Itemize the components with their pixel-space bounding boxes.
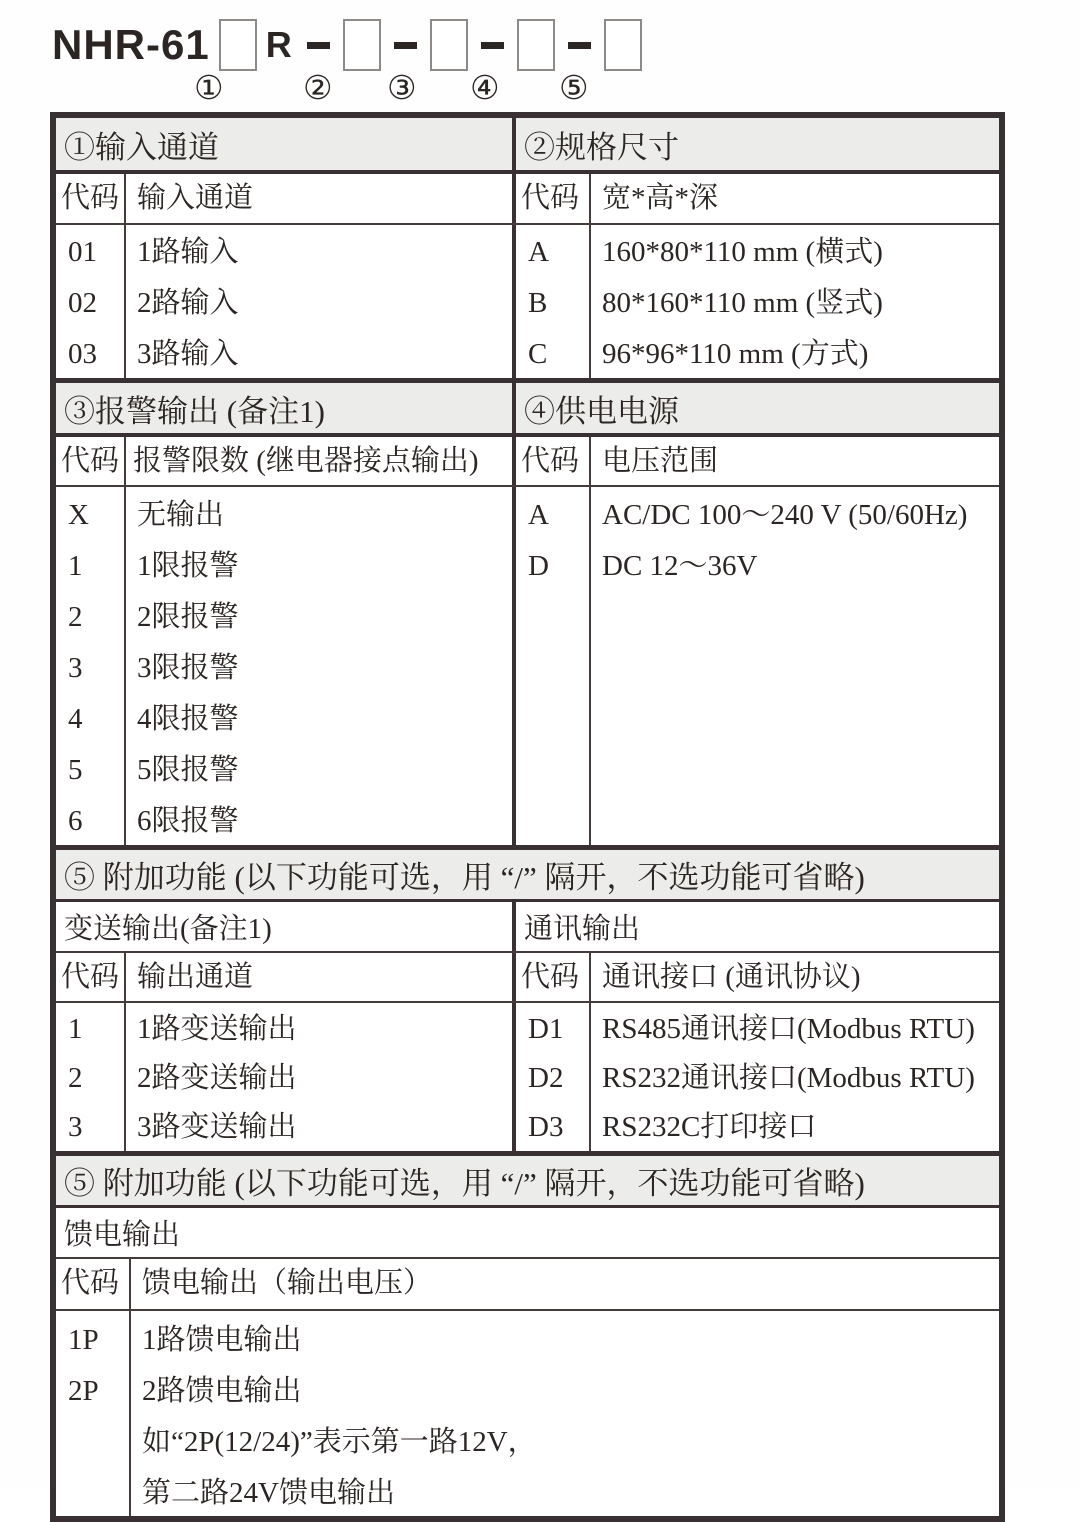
desc-value: 3路变送输出 <box>137 1111 297 1143</box>
code-value: 2 <box>68 1062 83 1094</box>
subsection-title-row <box>56 1205 999 1257</box>
section2-header: ②规格尺寸 <box>512 118 999 170</box>
desc-column-label: 报警限数 (继电器接点输出) <box>133 445 479 477</box>
code-value: 02 <box>68 287 97 319</box>
desc-value: 1限报警 <box>137 550 239 582</box>
code-value: X <box>68 499 89 531</box>
desc-value: 2路输入 <box>137 287 239 319</box>
section-header-row <box>56 118 999 170</box>
code-value: 01 <box>68 236 97 268</box>
code-column-label: 代码 <box>521 445 580 477</box>
desc-value: 2路馈电输出 <box>142 1375 302 1407</box>
transmit-output-title: 变送输出(备注1) <box>64 913 272 945</box>
column-header-row <box>56 1257 999 1309</box>
desc-value: 96*96*110 mm (方式) <box>602 338 869 370</box>
code-value: 4 <box>68 703 83 735</box>
desc-column-label: 输入通道 <box>137 182 254 214</box>
code-value: A <box>528 236 549 268</box>
dash-separator <box>481 42 504 49</box>
section1-header: ①输入通道 <box>64 129 219 165</box>
desc-value: RS232C打印接口 <box>602 1111 817 1143</box>
code-value: 1 <box>68 1013 83 1045</box>
code-value: 5 <box>68 754 83 786</box>
desc-value: 1路输入 <box>137 236 239 268</box>
code-value: 2 <box>68 601 83 633</box>
note-line: 第二路24V馈电输出 <box>142 1477 395 1509</box>
desc-column-label: 输出通道 <box>137 961 254 993</box>
code-value: B <box>528 287 548 319</box>
code-value: C <box>528 338 548 370</box>
code-value: 2P <box>68 1375 99 1407</box>
code-column-label: 代码 <box>61 445 120 477</box>
model-box-3 <box>430 19 468 71</box>
desc-value: AC/DC 100～240 V (50/60Hz) <box>602 499 968 531</box>
desc-value: DC 12～36V <box>602 550 758 582</box>
desc-column-label: 宽*高*深 <box>602 182 719 214</box>
model-box-4 <box>517 19 555 71</box>
code-value: A <box>528 499 549 531</box>
code-value: D2 <box>528 1062 564 1094</box>
code-column-label: 代码 <box>521 961 580 993</box>
code-column-label: 代码 <box>521 182 580 214</box>
model-r-label: R <box>265 24 292 65</box>
marker-2-icon: ② <box>303 71 333 107</box>
code-value: 3 <box>68 1111 83 1143</box>
code-value: 3 <box>68 652 83 684</box>
code-value: D3 <box>528 1111 564 1143</box>
desc-value: 4限报警 <box>137 703 239 735</box>
desc-value: 6限报警 <box>137 805 239 837</box>
model-box-1 <box>219 19 257 71</box>
code-column-label: 代码 <box>61 961 120 993</box>
feed-output-title: 馈电输出 <box>64 1219 181 1251</box>
table-body-row <box>56 223 999 378</box>
model-box-5 <box>604 19 642 71</box>
code-value: 03 <box>68 338 97 370</box>
comm-output-title: 通讯输出 <box>512 902 999 951</box>
desc-value: 5限报警 <box>137 754 239 786</box>
model-code-diagram <box>52 16 642 74</box>
marker-3-icon: ③ <box>387 71 417 107</box>
desc-value: 80*160*110 mm (竖式) <box>602 287 883 319</box>
section5-header-row <box>56 1151 999 1205</box>
desc-value: RS232通讯接口(Modbus RTU) <box>602 1062 975 1094</box>
section5-header: ⑤ 附加功能 (以下功能可选，用 “/” 隔开，不选功能可省略) <box>64 1166 865 1201</box>
model-box-2 <box>343 19 381 71</box>
desc-value: 1路变送输出 <box>137 1013 297 1045</box>
desc-value: RS485通讯接口(Modbus RTU) <box>602 1013 975 1045</box>
table-body-row <box>56 1001 999 1151</box>
model-name: NHR-61 <box>52 21 210 68</box>
column-header-row <box>56 433 999 485</box>
desc-column-label: 通讯接口 (通讯协议) <box>602 961 861 993</box>
section-header-row <box>56 378 999 433</box>
marker-5-icon: ⑤ <box>559 71 589 107</box>
column-header-row <box>56 951 999 1001</box>
code-value: 1 <box>68 550 83 582</box>
code-value: 6 <box>68 805 83 837</box>
code-column-label: 代码 <box>61 1267 120 1299</box>
desc-value: 3路输入 <box>137 338 239 370</box>
section5-header-row <box>56 845 999 899</box>
code-column-label: 代码 <box>61 182 120 214</box>
column-header-row <box>56 170 999 223</box>
section4-header: ④供电电源 <box>512 383 999 433</box>
code-value: 1P <box>68 1324 99 1356</box>
table-body-row <box>56 1309 999 1516</box>
section3-header: ③报警输出 (备注1) <box>64 393 325 429</box>
subsection-title-row <box>56 899 999 951</box>
dash-separator <box>307 42 330 49</box>
ordering-table <box>50 112 1005 1522</box>
code-value: D <box>528 550 549 582</box>
desc-value: 1路馈电输出 <box>142 1324 302 1356</box>
dash-separator <box>394 42 417 49</box>
desc-value: 160*80*110 mm (横式) <box>602 236 883 268</box>
code-value: D1 <box>528 1013 564 1045</box>
desc-column-label: 馈电输出（输出电压） <box>142 1267 433 1299</box>
note-line: 如“2P(12/24)”表示第一路12V， <box>142 1426 537 1458</box>
table-body-row <box>56 485 999 845</box>
desc-value: 无输出 <box>137 499 225 531</box>
dash-separator <box>568 42 591 49</box>
desc-column-label: 电压范围 <box>602 445 719 477</box>
section5-header: ⑤ 附加功能 (以下功能可选，用 “/” 隔开，不选功能可省略) <box>64 860 865 895</box>
marker-4-icon: ④ <box>470 71 500 107</box>
desc-value: 2限报警 <box>137 601 239 633</box>
marker-1-icon: ① <box>194 71 224 107</box>
desc-value: 2路变送输出 <box>137 1062 297 1094</box>
desc-value: 3限报警 <box>137 652 239 684</box>
